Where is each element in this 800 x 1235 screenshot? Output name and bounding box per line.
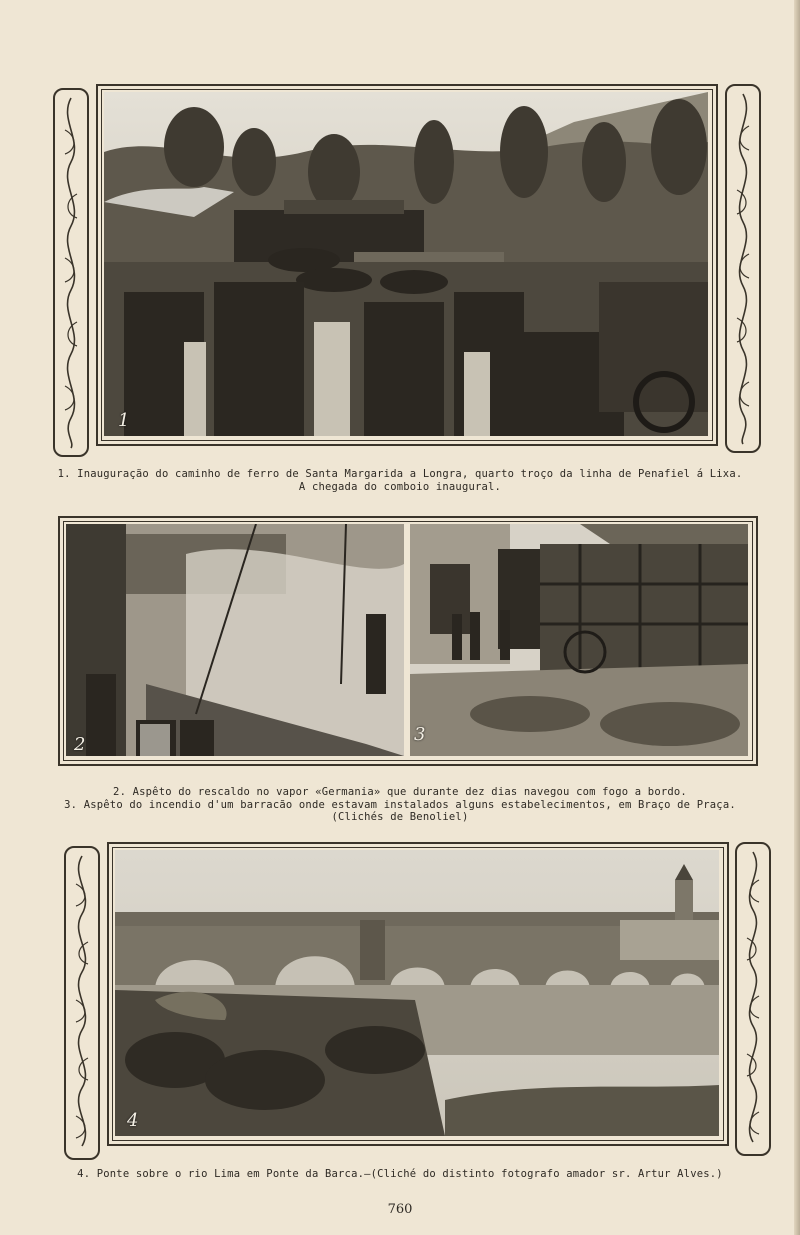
caption-plate-4 (0, 1168, 800, 1181)
caption-line: 2. Aspêto do rescaldo no vapor «Germania» que durante dez dias navegou com fogo a bordo. (113, 786, 687, 798)
caption-plates-2-3 (0, 786, 800, 824)
caption-line: 1. Inauguração do caminho de ferro de Santa Margarida a Longra, quarto troço da linha de Penafiel á Lixa. (57, 468, 743, 480)
ornament-right-1 (725, 84, 761, 453)
caption-line: 3. Aspêto do incendio d'um barracão onde estavam instalados alguns estabelecimentos, em Braço de Praça. (64, 798, 736, 811)
ornament-left-4 (64, 846, 100, 1160)
page-number: 760 (387, 1202, 413, 1217)
plate-number: 2 (74, 734, 86, 755)
photo-train-inauguration (104, 92, 708, 436)
caption-line: A chegada do comboio inaugural. (298, 480, 502, 493)
caption-plate-1 (0, 468, 800, 493)
photo-ship-germania (66, 524, 404, 756)
photo-ponte-lima (115, 850, 719, 1136)
caption-line: 4. Ponte sobre o rio Lima em Ponte da Barca.—(Cliché do distinto fotografo amador sr. Artur Alves.) (77, 1168, 723, 1180)
photo-barracao-fire (410, 524, 748, 756)
plate-number: 4 (127, 1110, 139, 1131)
ornament-left-1 (53, 88, 89, 457)
page-edge (794, 0, 800, 1235)
plate-number: 3 (414, 724, 426, 745)
caption-line: (Clichés de Benoliel) (331, 811, 469, 823)
ornament-right-4 (735, 842, 771, 1156)
plate-number: 1 (118, 410, 130, 431)
